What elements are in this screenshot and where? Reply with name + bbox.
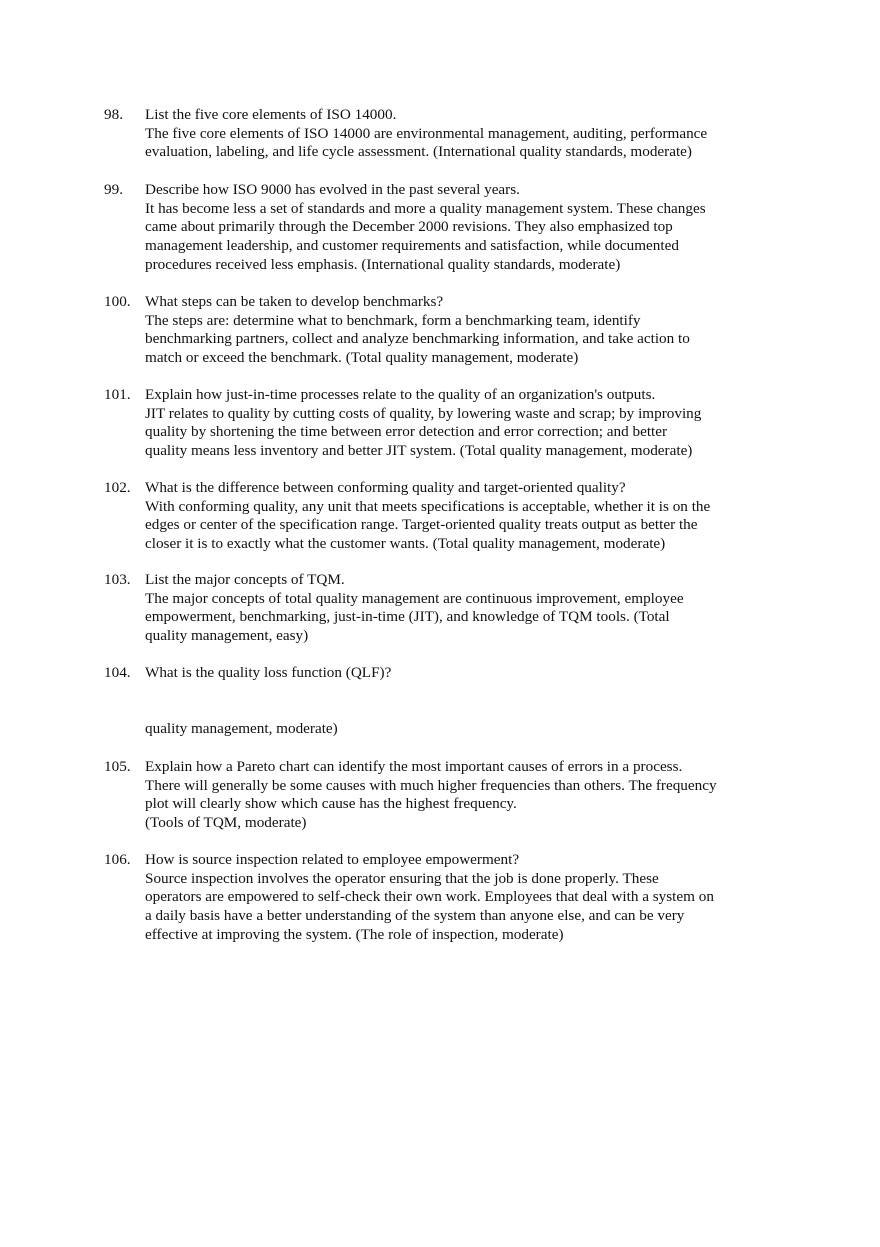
answer-text [145,590,744,646]
qa-item [104,479,744,554]
answer-line: The five core elements of ISO 14000 are environmental management, auditing, performance [145,124,708,142]
question-text: List the major concepts of TQM. [145,571,345,588]
answer-text [145,720,744,739]
question-text: List the five core elements of ISO 14000. [145,106,397,123]
qa-item [104,293,744,368]
answer-text [145,312,744,368]
question-text: What steps can be taken to develop benchmarks? [145,293,444,310]
question-number: 99. [104,181,123,198]
answer-line: Source inspection involves the operator ensuring that the job is done properly. These [145,869,659,887]
answer-line: The major concepts of total quality management are continuous improvement, employee [145,589,684,607]
qa-item [104,106,744,162]
answer-line: evaluation, labeling, and life cycle assessment. (International quality standards, moderate) [145,143,692,161]
question-text: How is source inspection related to employee empowerment? [145,851,520,868]
answer-line: The steps are: determine what to benchmark, form a benchmarking team, identify [145,311,641,329]
answer-line: quality management, easy) [145,627,309,645]
answer-line: It has become less a set of standards and more a quality management system. These changes [145,199,706,217]
answer-line: a daily basis have a better understanding of the system than anyone else, and can be very [145,907,685,925]
question-number: 102. [104,479,131,496]
answer-line: operators are empowered to self-check their own work. Employees that deal with a system on [145,888,714,906]
answer-line: effective at improving the system. (The role of inspection, moderate) [145,925,564,943]
answer-line: quality means less inventory and better JIT system. (Total quality management, moderate) [145,442,693,460]
answer-text [145,777,744,833]
answer-line: management leadership, and customer requirements and satisfaction, while documented [145,237,679,255]
answer-line: came about primarily through the December 2000 revisions. They also emphasized top [145,218,673,236]
answer-text [145,125,744,162]
answer-line: procedures received less emphasis. (International quality standards, moderate) [145,255,621,273]
question-number: 101. [104,386,131,403]
question-number: 103. [104,571,131,588]
answer-line: (Tools of TQM, moderate) [145,814,307,832]
question-number: 100. [104,293,131,310]
question-text: What is the difference between conforming quality and target-oriented quality? [145,479,626,496]
question-text: Describe how ISO 9000 has evolved in the past several years. [145,181,520,198]
question-number: 105. [104,758,131,775]
question-text: What is the quality loss function (QLF)? [145,664,392,681]
qa-item [104,758,744,833]
answer-line: JIT relates to quality by cutting costs of quality, by lowering waste and scrap; by improving [145,404,702,422]
answer-line: quality by shortening the time between error detection and error correction; and better [145,423,668,441]
question-number: 104. [104,664,131,681]
answer-line: There will generally be some causes with much higher frequencies than others. The frequency [145,776,717,794]
qa-item [104,851,744,945]
question-text: Explain how a Pareto chart can identify the most important causes of errors in a process. [145,758,683,775]
question-text: Explain how just-in-time processes relate to the quality of an organization's outputs. [145,386,656,403]
answer-line: empowerment, benchmarking, just-in-time (JIT), and knowledge of TQM tools. (Total [145,608,670,626]
answer-line: closer it is to exactly what the customer wants. (Total quality management, moderate) [145,535,666,553]
answer-text [145,870,744,945]
answer-line: edges or center of the specification range. Target-oriented quality treats output as better the [145,516,698,534]
answer-text [145,405,744,461]
answer-line: With conforming quality, any unit that meets specifications is acceptable, whether it is on the [145,497,711,515]
question-number: 106. [104,851,131,868]
answer-line: benchmarking partners, collect and analyze benchmarking information, and take action to [145,330,690,348]
qa-item [104,181,744,275]
answer-text [145,200,744,275]
qa-item [104,571,744,646]
answer-line: match or exceed the benchmark. (Total quality management, moderate) [145,349,579,367]
qa-item [104,664,744,738]
answer-text [145,498,744,554]
question-number: 98. [104,106,123,123]
answer-line: plot will clearly show which cause has the highest frequency. [145,795,517,813]
answer-line: quality management, moderate) [145,719,338,737]
qa-item [104,386,744,461]
